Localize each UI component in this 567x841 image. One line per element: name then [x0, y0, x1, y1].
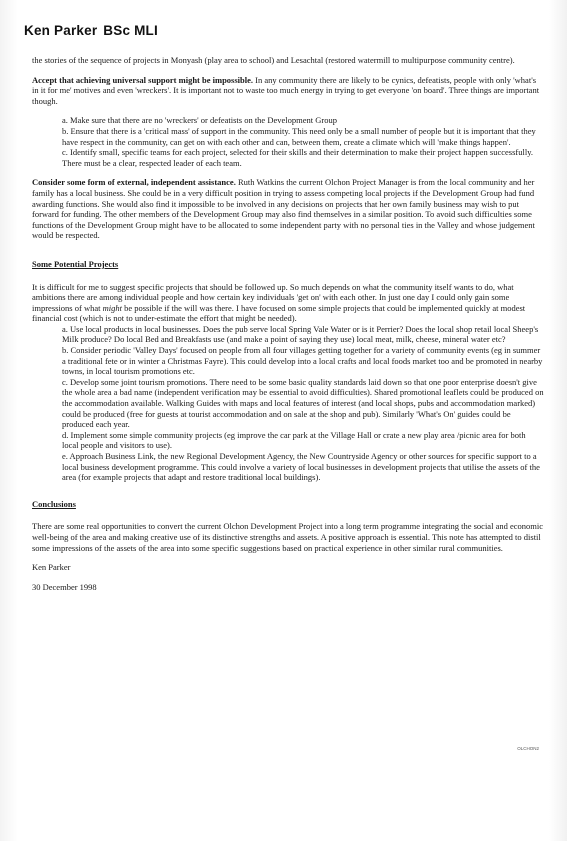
external-paragraph	[32, 177, 544, 241]
support-text: In any community there are likely to be cynics, defeatists, people with only 'what's in it for me' motives and even 'wreckers'. It is important not to waste too much energy in trying to get everyone 'on board'. Three things are important though.	[32, 74, 540, 106]
projects-intro-end: be possible if the will was there. I have focused on some simple projects that could be implemented quickly at modest financial cost (which is not to under-estimate the effort that might be needed).	[32, 302, 526, 324]
support-item-c: c. Identify small, specific teams for each project, selected for their skills and their determination to make their project happen successfully. There must be a clear, respected leader of each team.	[62, 147, 534, 168]
projects-intro	[32, 282, 544, 324]
project-item-c: c. Develop some joint tourism promotions. There need to be some basic quality standards laid down so that one poor enterprise doesn't give the whole area a bad name (independent verification may be essential to avoid difficulties). Shared promotional leaflets could be produced on the accommodation available. Walking Guides with maps and local features of interest (and local shops, pubs and accommodation marked) could be produced (free for guests at tourist accommodation and on sale at the shop and pub). Similarly 'What's On' guides could be produced each year.	[62, 376, 544, 430]
support-paragraph	[32, 75, 544, 107]
signature-name: Ken Parker	[32, 562, 71, 573]
author-name: Ken Parker	[24, 23, 98, 38]
external-text: Ruth Watkins the current Olchon Project Manager is from the local community and her family has a local business. She could be in a very difficult position in trying to assess competing local projects if the Development Group had fund awarding functions. She would also find it impossible to be involved in any decisions on projects that her own family business may wish to put forward for funding. The other members of the Development Group may also find themselves in a similar position. To avoid such difficulties some functions of the Development Group might have to be allocated to some independent party with no personal ties in the Valley and whose judgement would be respected.	[32, 177, 535, 241]
projects-intro-emphasis: might	[102, 302, 122, 313]
support-item-a: a. Make sure that there are no 'wreckers' or defeatists on the Development Group	[62, 115, 337, 126]
support-heading: Accept that achieving universal support might be impossible.	[32, 74, 254, 85]
conclusions-section-title: Conclusions	[32, 498, 76, 509]
signature-date: 30 December 1998	[32, 581, 97, 592]
intro-paragraph: the stories of the sequence of projects in Monyash (play area to school) and Lesachtal (restored watermill to multipurpose community centre).	[32, 55, 515, 65]
projects-intro-start: It is difficult for me to suggest specific projects that should be followed up. So much depends on what the community itself wants to do, what ambitions there are among individual people and how certain key individuals 'get on' with each other. In just one day I could only gain some impressions of what	[32, 281, 514, 313]
projects-section-title: Some Potential Projects	[32, 258, 119, 269]
project-item-a: a. Use local products in local businesses. Does the pub serve local Spring Vale Water or is it Perrier? Does the local shop retail local Sheep's Milk produce? Do local Bed and Breakfasts use (and make a point of saying they use) local meat, milk, cheese, mineral water etc?	[62, 323, 539, 345]
conclusions-paragraph: There are some real opportunities to convert the current Olchon Development Project into a long term programme integrating the social and economic well-being of the area and making creative use of its distinctive strengths and assets. A positive approach is essential. This note has attempted to distil some impressions of the assets of the area into some specific suggestions based on practical experience in other similar rural communities.	[32, 521, 544, 553]
project-item-b: b. Consider periodic 'Valley Days' focused on people from all four villages getting together for a variety of community events (eg in summer a traditional fete or in winter a Christmas Fayre). This could develop into a local crafts and local foods market too and be promoted in nearby towns, in local tourism promotions etc.	[62, 345, 543, 377]
document-body	[32, 55, 544, 601]
external-heading: Consider some form of external, independent assistance.	[32, 177, 236, 188]
project-item-d: d. Implement some simple community projects (eg improve the car park at the Village Hall or crate a new play area /picnic area for both local people and visitors to use).	[62, 429, 526, 451]
author-header	[24, 23, 158, 38]
footer-code: OLCHON2	[517, 746, 539, 751]
project-item-e: e. Approach Business Link, the new Regional Development Agency, the New Countryside Agency or other sources for specific support to a local business development programme. This could involve a variety of local businesses in development projects that utilise the assets of the area (for example projects that adapt and restore traditional local buildings).	[62, 451, 540, 483]
author-degrees: BSc MLI	[103, 23, 158, 38]
support-item-b: b. Ensure that there is a 'critical mass' of support in the community. This need only be a small number of people but it is important that they have respect in the community, can get on with each other and can, between them, create a climate which will 'make things happen'.	[62, 125, 536, 147]
